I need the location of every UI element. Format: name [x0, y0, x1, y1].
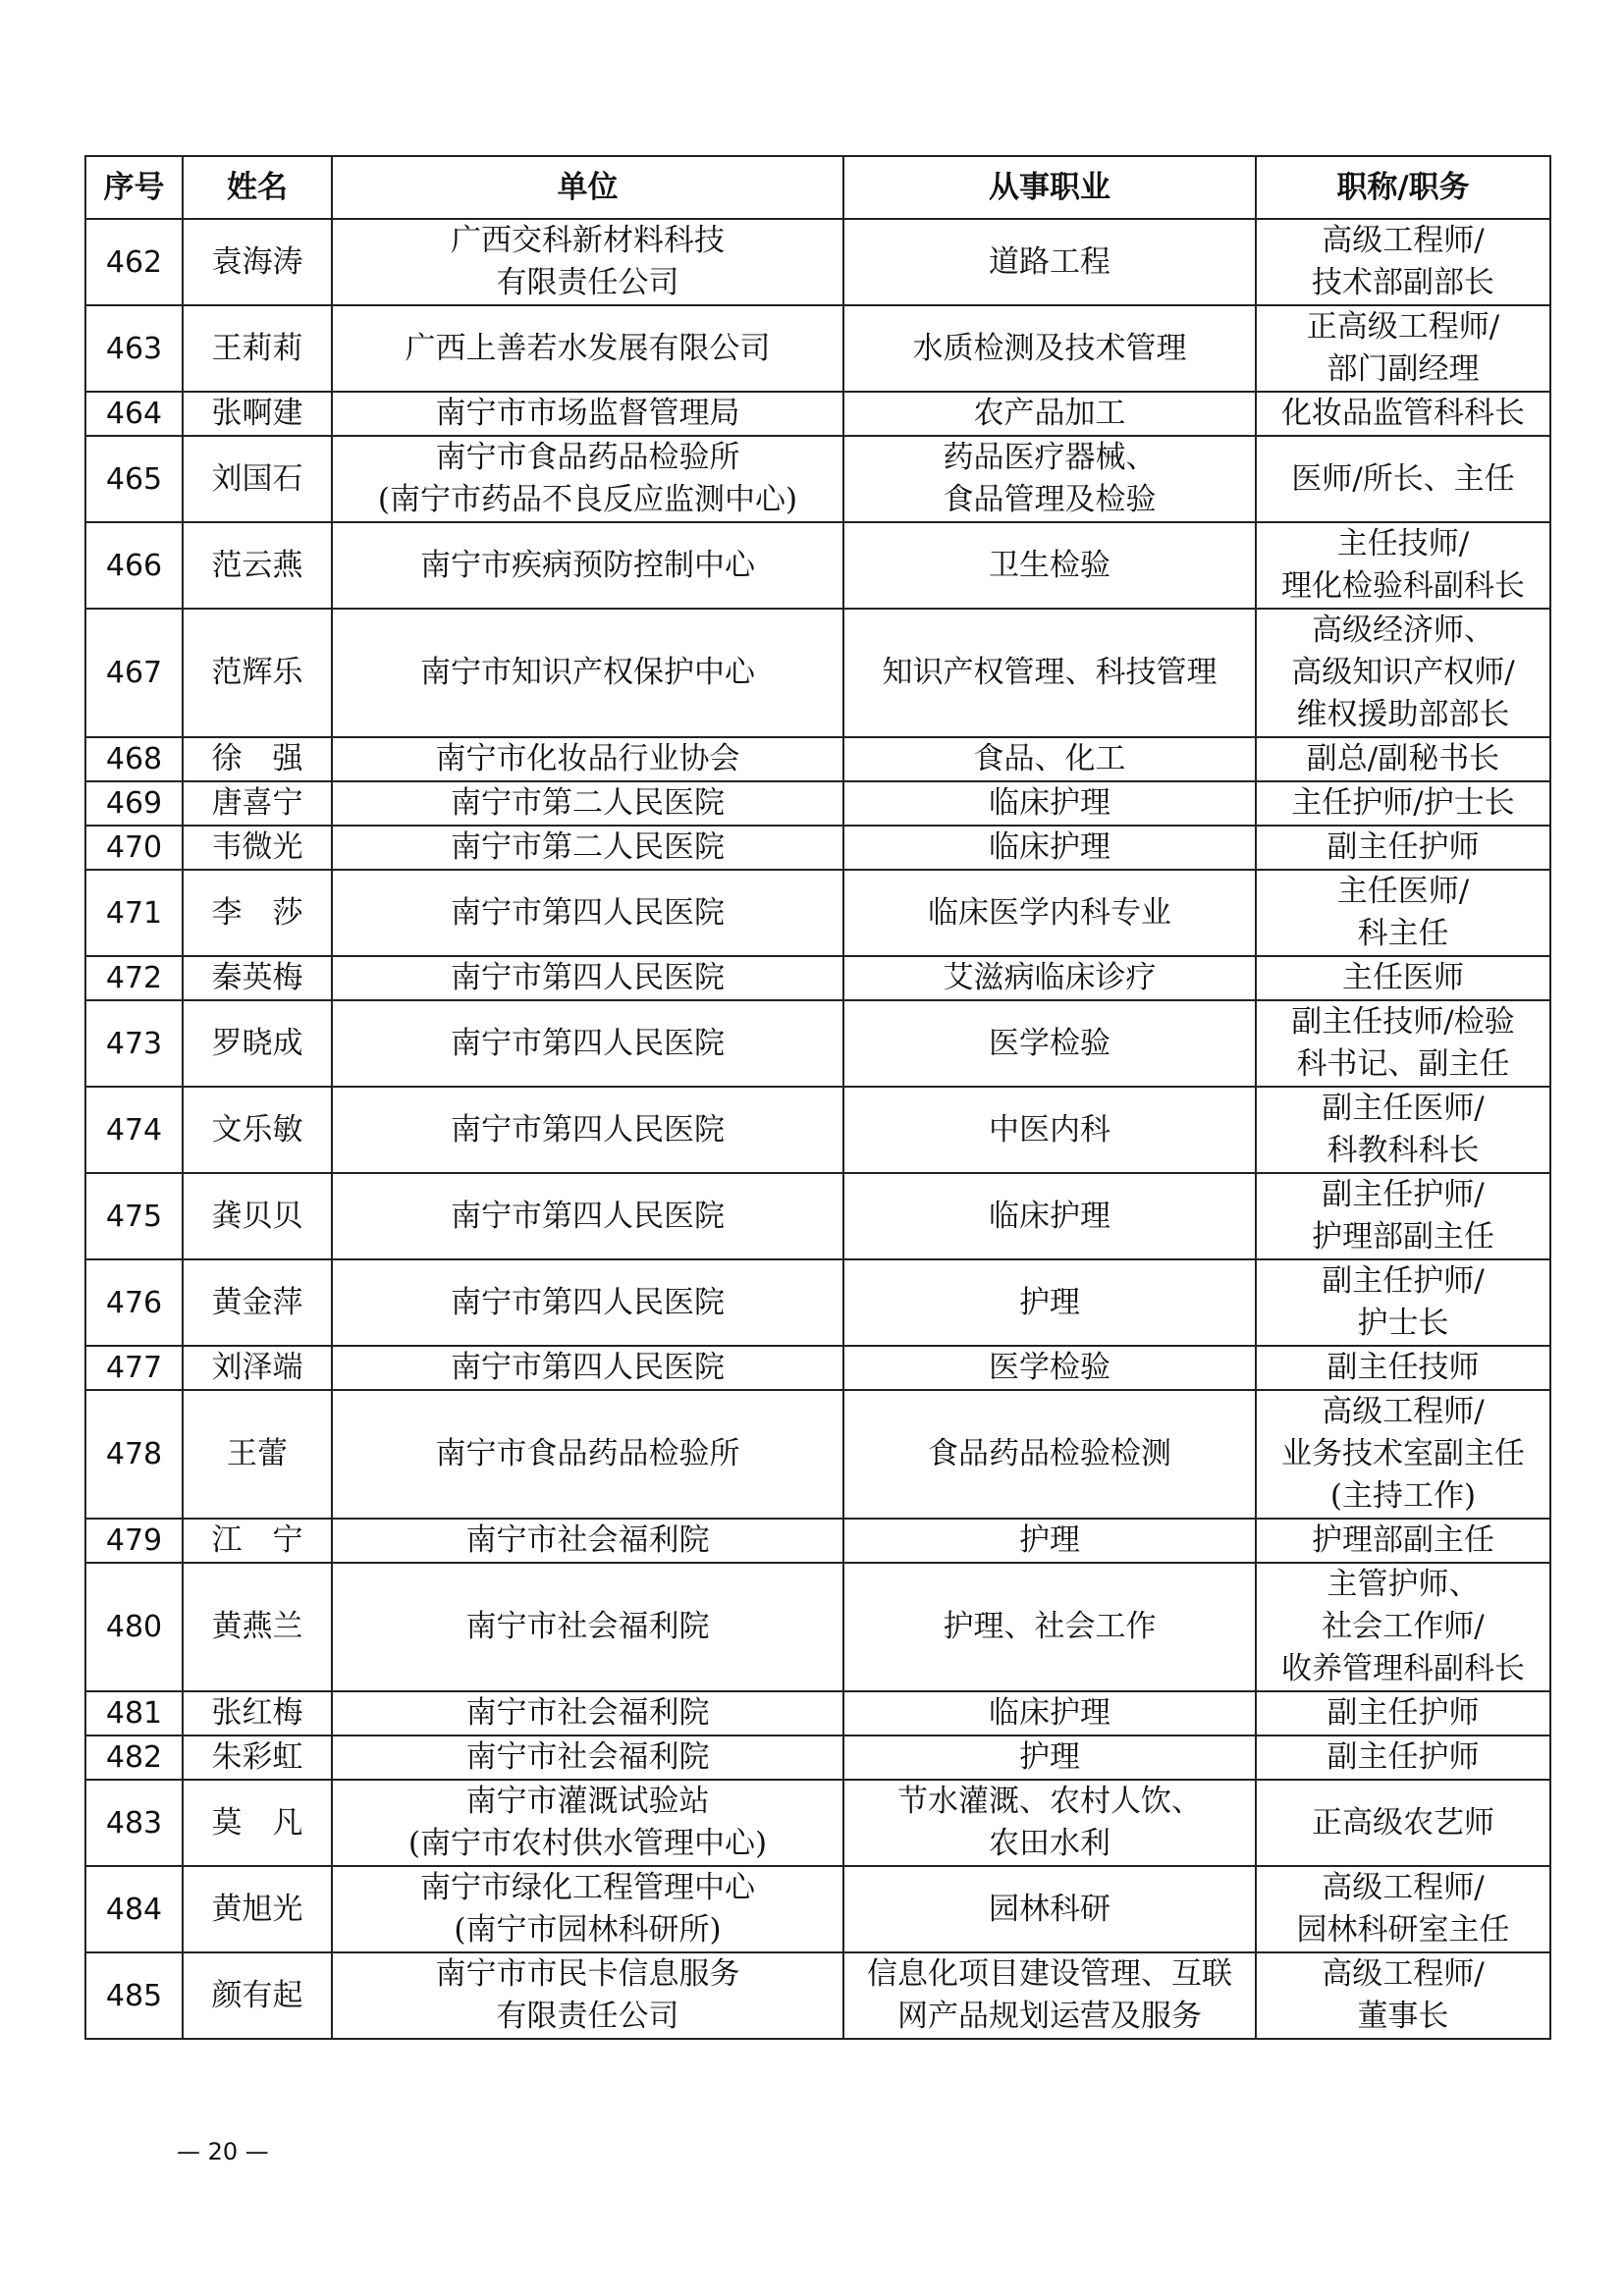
- cell-title: [1256, 1519, 1550, 1563]
- cell-seq: 470: [85, 826, 183, 870]
- header-occupation: 从事职业: [843, 156, 1256, 219]
- cell-name: 文乐敏: [183, 1087, 332, 1173]
- cell-seq: 474: [85, 1087, 183, 1173]
- table-row: [85, 1952, 1550, 2039]
- cell-seq: 476: [85, 1259, 183, 1346]
- cell-title: [1256, 1346, 1550, 1390]
- table-row: [85, 436, 1550, 522]
- cell-unit-line: (南宁市药品不良反应监测中心): [377, 482, 798, 517]
- cell-occupation-line: 临床医学内科专业: [928, 894, 1171, 931]
- cell-unit-line: 南宁市第四人民医院: [451, 1198, 725, 1234]
- cell-occupation-line: 食品、化工: [973, 741, 1126, 776]
- cell-title-line: 护理部副主任: [1312, 1219, 1494, 1255]
- cell-unit-line: 南宁市市场监督管理局: [435, 396, 740, 431]
- cell-occupation-line: 信息化项目建设管理、互联: [867, 1956, 1232, 1992]
- table-row: [85, 781, 1550, 826]
- cell-unit-line: 南宁市知识产权保护中心: [420, 655, 755, 690]
- cell-unit: [332, 609, 843, 737]
- cell-occupation-line: 护理、社会工作: [943, 1609, 1157, 1644]
- cell-seq: 469: [85, 781, 183, 826]
- cell-name: 刘国石: [183, 436, 332, 522]
- cell-seq: 472: [85, 956, 183, 1000]
- cell-occupation-line: 临床护理: [989, 1198, 1110, 1234]
- cell-seq: 478: [85, 1390, 183, 1519]
- table-row: [85, 1691, 1550, 1735]
- cell-occupation-line: 知识产权管理、科技管理: [882, 655, 1218, 690]
- cell-occupation-line: 农产品加工: [973, 396, 1126, 431]
- cell-title: [1256, 1735, 1550, 1780]
- cell-occupation-line: 临床护理: [989, 785, 1110, 821]
- cell-unit: [332, 1087, 843, 1173]
- cell-title-line: 副主任护师: [1326, 1695, 1480, 1731]
- cell-occupation-line: 护理: [1019, 1522, 1080, 1558]
- cell-unit-line: 有限责任公司: [496, 265, 679, 300]
- cell-unit-line: 南宁市化妆品行业协会: [435, 741, 740, 776]
- cell-name: 莫 凡: [183, 1780, 332, 1866]
- cell-unit-line: 南宁市第四人民医院: [451, 1350, 725, 1385]
- cell-title: [1256, 1691, 1550, 1735]
- cell-title-line: 主任技师/: [1336, 526, 1470, 561]
- table-row: [85, 1519, 1550, 1563]
- cell-title: [1256, 737, 1550, 781]
- cell-title-line: 部门副经理: [1326, 351, 1480, 387]
- cell-occupation: [843, 870, 1256, 956]
- cell-seq: 480: [85, 1563, 183, 1691]
- cell-title-line: 高级经济师、: [1312, 613, 1494, 648]
- cell-occupation-line: 食品药品检验检测: [928, 1436, 1171, 1471]
- cell-unit: [332, 436, 843, 522]
- cell-title-line: 医师/所长、主任: [1291, 460, 1515, 497]
- cell-title-line: 主任医师: [1342, 960, 1464, 995]
- cell-title: [1256, 826, 1550, 870]
- cell-unit: [332, 1390, 843, 1519]
- cell-occupation: [843, 737, 1256, 781]
- cell-unit: [332, 1000, 843, 1087]
- cell-title-line: 收养管理科副科长: [1281, 1651, 1525, 1686]
- cell-title: [1256, 1952, 1550, 2039]
- cell-occupation-line: 水质检测及技术管理: [912, 330, 1187, 366]
- cell-occupation-line: 艾滋病临床诊疗: [943, 960, 1157, 995]
- cell-title-line: 护理部副主任: [1312, 1522, 1494, 1558]
- cell-title-line: 副主任护师: [1326, 829, 1480, 865]
- cell-unit: [332, 1691, 843, 1735]
- cell-unit-line: (南宁市园林科研所): [454, 1912, 722, 1948]
- cell-title-line: 维权援助部部长: [1296, 697, 1510, 732]
- cell-title-line: 高级工程师/: [1322, 1394, 1485, 1429]
- cell-occupation-line: 药品医疗器械、: [943, 440, 1157, 475]
- cell-title: [1256, 956, 1550, 1000]
- cell-title: [1256, 609, 1550, 737]
- cell-name: 秦英梅: [183, 956, 332, 1000]
- cell-seq: 468: [85, 737, 183, 781]
- cell-name: 龚贝贝: [183, 1173, 332, 1259]
- cell-unit: [332, 1563, 843, 1691]
- cell-unit-line: 南宁市第四人民医院: [451, 1025, 725, 1061]
- cell-occupation-line: 护理: [1019, 1284, 1080, 1320]
- cell-name: 刘泽端: [183, 1346, 332, 1390]
- cell-name: 王蕾: [183, 1390, 332, 1519]
- personnel-table: [84, 155, 1551, 2040]
- page-number: — 20 —: [177, 2138, 269, 2165]
- cell-title: [1256, 1173, 1550, 1259]
- cell-unit-line: 南宁市绿化工程管理中心: [420, 1870, 755, 1905]
- cell-occupation-line: 网产品规划运营及服务: [897, 1999, 1202, 2034]
- cell-unit-line: (南宁市农村供水管理中心): [407, 1826, 768, 1861]
- cell-unit-line: 南宁市市民卡信息服务: [435, 1956, 740, 1992]
- table-row: [85, 392, 1550, 436]
- table-header-row: [85, 156, 1550, 219]
- cell-seq: 477: [85, 1346, 183, 1390]
- cell-title-line: 董事长: [1357, 1999, 1449, 2034]
- cell-title-line: (主持工作): [1329, 1478, 1477, 1514]
- cell-name: 王莉莉: [183, 305, 332, 392]
- cell-occupation: [843, 1173, 1256, 1259]
- table-row: [85, 1173, 1550, 1259]
- cell-unit: [332, 1346, 843, 1390]
- cell-unit: [332, 1780, 843, 1866]
- cell-title: [1256, 392, 1550, 436]
- cell-unit-line: 南宁市第四人民医院: [451, 894, 725, 931]
- cell-name: 颜有起: [183, 1952, 332, 2039]
- cell-title: [1256, 1563, 1550, 1691]
- table-row: [85, 1780, 1550, 1866]
- cell-seq: 485: [85, 1952, 183, 2039]
- table-row: [85, 826, 1550, 870]
- cell-name: 韦微光: [183, 826, 332, 870]
- header-seq: 序号: [85, 156, 183, 219]
- cell-unit-line: 广西交科新材料科技: [451, 223, 725, 258]
- table-row: [85, 522, 1550, 609]
- cell-unit-line: 南宁市食品药品检验所: [435, 1436, 740, 1471]
- cell-title: [1256, 1390, 1550, 1519]
- cell-occupation: [843, 392, 1256, 436]
- cell-name: 朱彩虹: [183, 1735, 332, 1780]
- cell-seq: 467: [85, 609, 183, 737]
- cell-unit-line: 南宁市食品药品检验所: [435, 440, 740, 475]
- cell-title-line: 主管护师、: [1326, 1567, 1480, 1602]
- cell-unit: [332, 956, 843, 1000]
- cell-seq: 464: [85, 392, 183, 436]
- cell-occupation-line: 中医内科: [989, 1111, 1110, 1148]
- table-row: [85, 737, 1550, 781]
- table-row: [85, 1259, 1550, 1346]
- cell-title-line: 科教科科长: [1326, 1133, 1480, 1168]
- cell-unit: [332, 1173, 843, 1259]
- cell-unit-line: 南宁市第四人民医院: [451, 1284, 725, 1320]
- cell-seq: 481: [85, 1691, 183, 1735]
- table-row: [85, 1866, 1550, 1952]
- cell-title: [1256, 305, 1550, 392]
- cell-unit-line: 南宁市社会福利院: [465, 1609, 710, 1644]
- table-row: [85, 1087, 1550, 1173]
- cell-occupation: [843, 1346, 1256, 1390]
- cell-occupation: [843, 1259, 1256, 1346]
- cell-title: [1256, 1000, 1550, 1087]
- header-name: 姓名: [183, 156, 332, 219]
- cell-unit-line: 南宁市第二人民医院: [451, 829, 725, 865]
- cell-unit: [332, 1952, 843, 2039]
- cell-name: 黄燕兰: [183, 1563, 332, 1691]
- cell-occupation-line: 护理: [1019, 1739, 1080, 1775]
- cell-title-line: 技术部副部长: [1312, 265, 1494, 300]
- cell-name: 江 宁: [183, 1519, 332, 1563]
- cell-title: [1256, 870, 1550, 956]
- cell-unit-line: 广西上善若水发展有限公司: [405, 330, 771, 366]
- cell-title-line: 社会工作师/: [1322, 1609, 1485, 1644]
- cell-name: 范云燕: [183, 522, 332, 609]
- cell-occupation-line: 节水灌溉、农村人饮、: [897, 1784, 1202, 1819]
- cell-unit: [332, 737, 843, 781]
- cell-title: [1256, 219, 1550, 305]
- cell-occupation: [843, 1735, 1256, 1780]
- cell-name: 唐喜宁: [183, 781, 332, 826]
- cell-occupation-line: 医学检验: [989, 1350, 1110, 1385]
- table-row: [85, 1390, 1550, 1519]
- cell-title-line: 化妆品监管科科长: [1281, 396, 1525, 431]
- cell-name: 罗晓成: [183, 1000, 332, 1087]
- cell-occupation-line: 食品管理及检验: [943, 482, 1157, 517]
- cell-seq: 483: [85, 1780, 183, 1866]
- cell-title-line: 正高级工程师/: [1306, 309, 1500, 345]
- cell-seq: 473: [85, 1000, 183, 1087]
- table-row: [85, 219, 1550, 305]
- cell-title: [1256, 1087, 1550, 1173]
- cell-title-line: 主任医师/: [1336, 874, 1470, 909]
- table-body: [85, 219, 1550, 2039]
- cell-occupation: [843, 1519, 1256, 1563]
- cell-occupation: [843, 1691, 1256, 1735]
- table-row: [85, 609, 1550, 737]
- cell-occupation-line: 园林科研: [989, 1891, 1110, 1927]
- cell-title-line: 副主任医师/: [1322, 1091, 1485, 1126]
- cell-unit: [332, 522, 843, 609]
- cell-title-line: 副主任护师/: [1322, 1177, 1485, 1212]
- cell-unit: [332, 781, 843, 826]
- cell-unit: [332, 305, 843, 392]
- cell-seq: 482: [85, 1735, 183, 1780]
- cell-occupation-line: 道路工程: [989, 243, 1110, 280]
- header-title: 职称/职务: [1256, 156, 1550, 219]
- cell-unit-line: 南宁市社会福利院: [465, 1739, 710, 1775]
- cell-name: 徐 强: [183, 737, 332, 781]
- cell-unit-line: 南宁市第四人民医院: [451, 960, 725, 995]
- cell-title-line: 理化检验科副科长: [1281, 568, 1525, 604]
- cell-seq: 471: [85, 870, 183, 956]
- cell-occupation-line: 农田水利: [989, 1826, 1110, 1861]
- cell-unit-line: 南宁市社会福利院: [465, 1695, 710, 1731]
- cell-name: 黄旭光: [183, 1866, 332, 1952]
- cell-title-line: 业务技术室副主任: [1281, 1436, 1525, 1471]
- cell-occupation: [843, 1000, 1256, 1087]
- cell-seq: 479: [85, 1519, 183, 1563]
- table-row: [85, 1563, 1550, 1691]
- cell-occupation: [843, 826, 1256, 870]
- cell-unit-line: 南宁市社会福利院: [465, 1522, 710, 1558]
- cell-occupation: [843, 956, 1256, 1000]
- header-unit: 单位: [332, 156, 843, 219]
- cell-title-line: 副主任技师: [1326, 1350, 1480, 1385]
- cell-occupation: [843, 1780, 1256, 1866]
- cell-unit-line: 南宁市第二人民医院: [451, 785, 725, 821]
- cell-occupation-line: 临床护理: [989, 1695, 1110, 1731]
- cell-name: 李 莎: [183, 870, 332, 956]
- table-row: [85, 956, 1550, 1000]
- cell-unit-line: 南宁市灌溉试验站: [465, 1784, 710, 1819]
- cell-title-line: 科书记、副主任: [1296, 1046, 1510, 1082]
- table-row: [85, 870, 1550, 956]
- cell-title: [1256, 781, 1550, 826]
- cell-unit: [332, 392, 843, 436]
- cell-occupation: [843, 436, 1256, 522]
- cell-title-line: 主任护师/护士长: [1291, 785, 1515, 821]
- cell-occupation: [843, 522, 1256, 609]
- cell-occupation-line: 临床护理: [989, 829, 1110, 865]
- cell-occupation: [843, 1087, 1256, 1173]
- cell-unit: [332, 826, 843, 870]
- cell-occupation-line: 卫生检验: [989, 547, 1110, 583]
- cell-title: [1256, 1866, 1550, 1952]
- cell-seq: 462: [85, 219, 183, 305]
- cell-occupation: [843, 781, 1256, 826]
- cell-occupation: [843, 1952, 1256, 2039]
- cell-name: 袁海涛: [183, 219, 332, 305]
- cell-seq: 475: [85, 1173, 183, 1259]
- cell-unit-line: 南宁市第四人民医院: [451, 1111, 725, 1148]
- cell-occupation: [843, 609, 1256, 737]
- cell-title-line: 高级知识产权师/: [1291, 655, 1515, 690]
- cell-title-line: 护士长: [1357, 1306, 1449, 1341]
- cell-unit: [332, 1519, 843, 1563]
- cell-title-line: 高级工程师/: [1322, 223, 1485, 258]
- cell-name: 范辉乐: [183, 609, 332, 737]
- cell-title-line: 高级工程师/: [1322, 1956, 1485, 1992]
- cell-title: [1256, 1780, 1550, 1866]
- table-row: [85, 1735, 1550, 1780]
- table-row: [85, 305, 1550, 392]
- cell-title-line: 副总/副秘书长: [1306, 741, 1500, 776]
- cell-unit-line: 有限责任公司: [496, 1999, 679, 2034]
- cell-title-line: 高级工程师/: [1322, 1870, 1485, 1905]
- cell-name: 黄金萍: [183, 1259, 332, 1346]
- cell-unit: [332, 1735, 843, 1780]
- cell-unit: [332, 870, 843, 956]
- cell-occupation: [843, 1563, 1256, 1691]
- cell-title: [1256, 522, 1550, 609]
- cell-occupation: [843, 305, 1256, 392]
- cell-seq: 463: [85, 305, 183, 392]
- cell-title-line: 副主任技师/检验: [1291, 1004, 1515, 1040]
- cell-unit: [332, 1259, 843, 1346]
- cell-occupation-line: 医学检验: [989, 1025, 1110, 1061]
- cell-seq: 484: [85, 1866, 183, 1952]
- cell-title-line: 园林科研室主任: [1296, 1912, 1510, 1948]
- cell-title: [1256, 1259, 1550, 1346]
- cell-name: 张红梅: [183, 1691, 332, 1735]
- cell-seq: 466: [85, 522, 183, 609]
- cell-title-line: 正高级农艺师: [1312, 1804, 1494, 1841]
- cell-occupation: [843, 219, 1256, 305]
- table-row: [85, 1346, 1550, 1390]
- cell-unit: [332, 1866, 843, 1952]
- cell-unit-line: 南宁市疾病预防控制中心: [420, 547, 755, 583]
- cell-occupation: [843, 1866, 1256, 1952]
- cell-title-line: 副主任护师/: [1322, 1263, 1485, 1299]
- cell-name: 张啊建: [183, 392, 332, 436]
- cell-title: [1256, 436, 1550, 522]
- cell-seq: 465: [85, 436, 183, 522]
- cell-title-line: 副主任护师: [1326, 1739, 1480, 1775]
- cell-occupation: [843, 1390, 1256, 1519]
- cell-title-line: 科主任: [1357, 916, 1449, 951]
- cell-unit: [332, 219, 843, 305]
- table-row: [85, 1000, 1550, 1087]
